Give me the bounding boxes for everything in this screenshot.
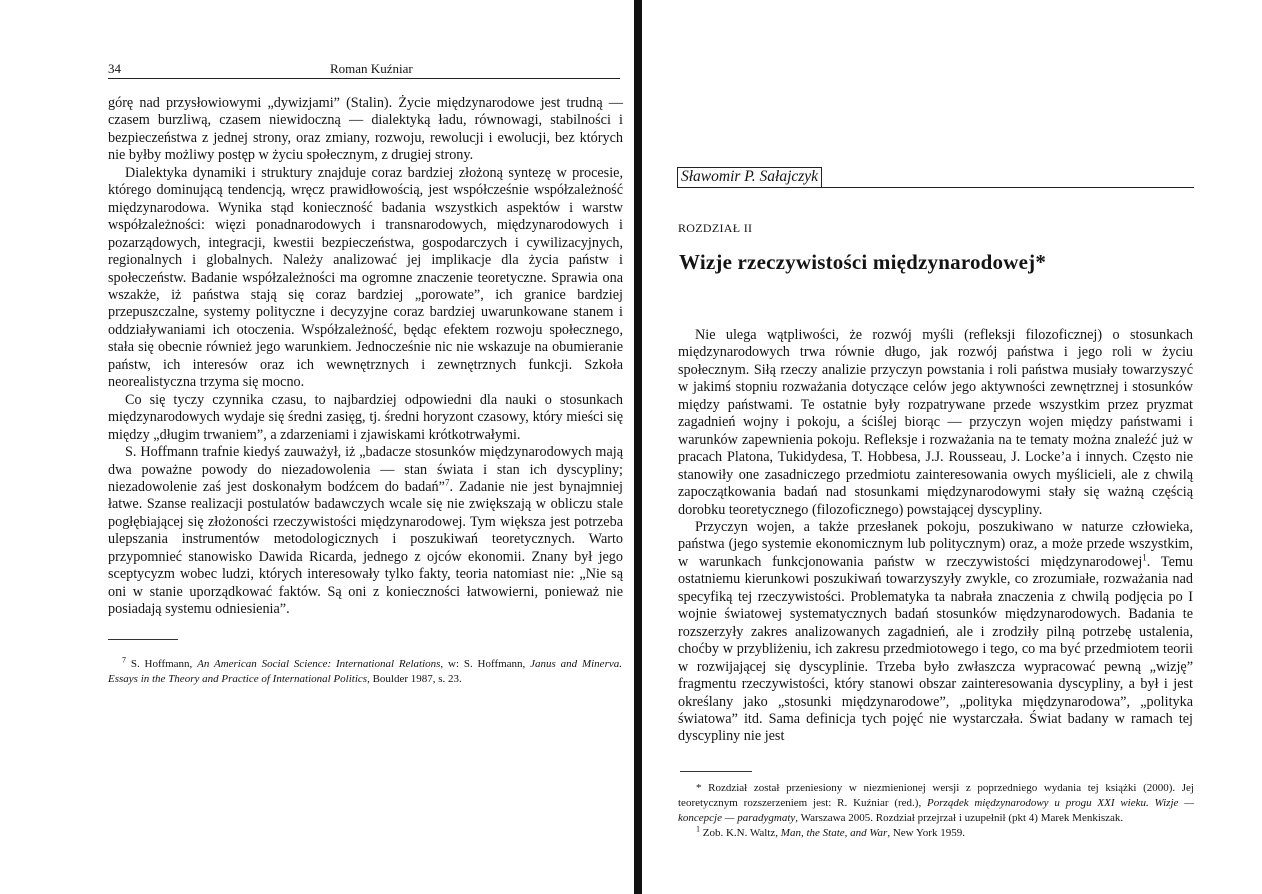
paragraph-text: S. Hoffmann trafnie kiedyś zauważył, iż „badacze stosunków międzynarodowych mają dwa poważne powody do niezadowolenia — stan świata i stan ich dyscypliny; niezadowolenie zaś jest doskonałym bodźcem do badań” [108,444,623,495]
footnote-rule [680,771,752,772]
footnote-rule [108,639,178,640]
footnote-text: , w: S. Hoffmann, [440,658,531,670]
footnote-text: , New York 1959. [887,827,965,839]
footnote-text: S. Hoffmann, [126,658,198,670]
footnote-star [678,781,1194,826]
footnote-marker: 1 [696,824,700,834]
footnote-ref: 7 [444,477,450,488]
paragraph: Co się tyczy czynnika czasu, to najbardziej odpowiedni dla nauki o stosunkach międzynarodowych wydaje się średni zasięg, tj. średni horyzont czasowy, który mieści się między „długim trwaniem”, a zdarzeniami i zjawiskami krótkotrwałymi. [108,391,623,443]
footnote-text: * Rozdział został przeniesiony w niezmienionej wersji z poprzedniego wydania tej książki (2000). Jej teoretycznym rozszerzeniem jest: R. Kuźniar (red.), [678,782,1194,809]
paragraph [678,519,1193,746]
footnote-ref: 1 [1142,552,1147,563]
paragraph: Nie ulega wątpliwości, że rozwój myśli (refleksji filozoficznej) o stosunkach międzynarodowych trwa równie długo, jak rozwój państwa i jego roli w życiu społecznym. Siłą rzeczy analizie przyczyn powstania i roli państwa musiały towarzyszyć w jakimś stopniu rozważania dotyczące celów jego aktywności zewnętrznej i stosunków między państwami. Te ostatnie były rozpatrywane przede wszystkim przez pryzmat zagadnień wojny i pokoju, a ściślej biorąc — przyczyn wojen między państwami i warunków zapewnienia pokoju. Refleksje i rozważania na te tematy można znaleźć już w pracach Platona, Tukidydesa, T. Hobbesa, J.J. Rousseau, J. Locke’a i innych. Często nie stanowiły one zasadniczego przedmiotu zainteresowania owych myślicieli, ale z chwilą zapoczątkowania badań nad stosunkami międzynarodowymi stały się ważną częścią dorobku teoretycznego (filozoficznego) powstającej dyscypliny. [678,327,1193,518]
chapter-label: ROZDZIAŁ II [678,221,753,235]
footnote-7 [108,657,622,687]
running-head-author: Roman Kuźniar [330,61,413,76]
footnote-title: Porządek międzynarodowy u progu XXI wieku. Wizje — koncepcje — paradygmaty [678,797,1194,824]
footnote-text: Zob. K.N. Waltz, [700,827,781,839]
paragraph: Dialektyka dynamiki i struktury znajduje coraz bardziej złożoną syntezę w procesie, którego dominującą tendencją, wręcz prawidłowością, jest współcześnie współzależność międzynarodowa. Wynika stąd konieczność badania wszystkich aspektów i warstw współzależności: więzi ponadnarodowych i transnarodowych, międzynarodowych i pozarządowych, integracji, kwestii bezpieczeństwa, gospodarczych i cywilizacyjnych, regionalnych i globalnych. Należy analizować jej implikacje dla życia państw i społeczeństw. Badanie współzależności ma ogromne znaczenie teoretyczne. Sprawia ona wszakże, iż państwa stają się coraz bardziej „porowate”, ich granice bardziej przepuszczalne, systemy polityczne i decyzyjne coraz bardziej uwarunkowane stanem i oddziaływaniami ich otoczenia. Współzależność, będąc efektem rozwoju społecznego, stała się obecnie również jego warunkiem. Jednocześnie nic nie wskazuje na obumieranie państw, ich interesów oraz ich wewnętrznych i zewnętrznych funkcji. Szkoła neorealistyczna trzyma się mocno. [108,164,623,391]
footnote-text: , Boulder 1987, s. 23. [367,673,462,685]
chapter-title: Wizje rzeczywistości międzynarodowej* [679,250,1047,274]
footnote-text: , Warszawa 2005. Rozdział przejrzał i uzupełnił (pkt 4) Marek Menkiszak. [795,812,1124,824]
chapter-author-box: Sławomir P. Sałajczyk [677,167,822,188]
left-body-text [108,95,623,619]
running-head-rule [108,78,620,79]
paragraph-text: . Temu ostatniemu kierunkowi poszukiwań towarzyszyły zwykle, co zrozumiałe, rozważania nad specyfiką tej rzeczywistości. Problematyka ta nabrała znaczenia z chwilą podjęcia po I wojnie światowej systematycznych badań stosunków międzynarodowych. Badania te rozszerzyły zakres analizowanych zagadnień, ale i zrodziły pilną potrzebę ustalenia, choćby w przybliżeniu, ich zakresu przedmiotowego i tego, co ma być przedmiotem teorii w rozwijającej się dyscyplinie. Trzeba było zwłaszcza wypracować pewną „wizję” fragmentu rzeczywistości, który stanowi obszar zainteresowania dyscypliny, a był i jest określany jako „stosunki międzynarodowe”, „polityka międzynarodowa”, „polityka światowa” itd. Sama definicja tych pojęć nie wystarczała. Świat badany w ramach tej dyscypliny nie jest [678,553,1193,745]
paragraph-text: . Zadanie nie jest bynajmniej łatwe. Szanse realizacji postulatów badawczych wcale się nie zwiększają w obliczu stale pogłębiającej się złożoności rzeczywistości międzynarodowej. Tym większa jest potrzeba ulepszania instrumentów metodologicznych i poszukiwań teoretycznych. Warto przypomnieć stanowisko Dawida Ricarda, jednego z ojców ekonomii. Znany był jego sceptycyzm wobec ludzi, których interesowały tylko fakty, teoria natomiast nie: „Nie są oni w stanie uporządkować faktów. Są oni z konieczności łatwowierni, ponieważ nie posiadają systemu odniesienia”. [108,478,623,618]
running-head [108,61,620,77]
author-rule [677,187,1194,188]
footnote-title: Janus and Minerva. Essays in the Theory and Practice of International Politics [108,658,622,685]
right-footnotes [678,781,1194,841]
footnote-title: An American Social Science: International Relations [197,658,441,670]
page-number: 34 [108,61,121,76]
footnote-1 [678,826,1194,841]
footnote-marker: 7 [122,655,126,665]
footnote-title: Man, the State, and War [780,827,888,839]
right-body-text [678,327,1193,746]
paragraph-text: Przyczyn wojen, a także przesłanek pokoju, poszukiwano w naturze człowieka, państwa (jego systemie ekonomicznym lub politycznym) oraz, a może przede wszystkim, w warunkach funkcjonowania państw w rzeczywistości międzynarodowej [678,518,1193,570]
paragraph [108,444,623,619]
paragraph: górę nad przysłowiowymi „dywizjami” (Stalin). Życie międzynarodowe jest trudną — czasem burzliwą, czasem niewidoczną — dialektyką ładu, równowagi, stabilności i bezpieczeństwa z jednej strony, oraz zmiany, rozwoju, rewolucji i ewolucji, bez których nie byłby możliwy postęp w życiu społecznym, z drugiej strony. [108,95,623,164]
